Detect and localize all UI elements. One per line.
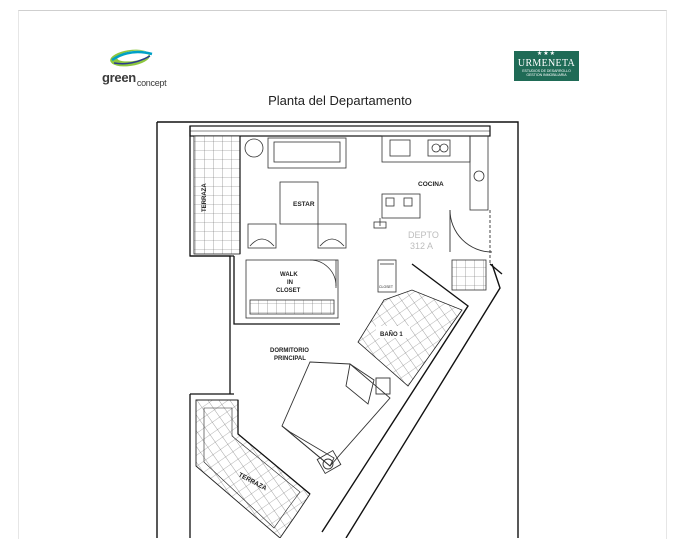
terraza-bottom-label: TERRAZA: [237, 471, 268, 493]
urmeneta-logo: [514, 51, 579, 81]
closet-small-label: CLOSET: [379, 285, 394, 289]
cocina-label: COCINA: [418, 181, 444, 188]
walk-in-label-2: IN: [287, 280, 293, 286]
bedroom-bed: [282, 362, 390, 473]
estar-label: ESTAR: [293, 201, 315, 208]
urmeneta-subtitle-1: ESTUDIOS DE DESARROLLO: [522, 69, 571, 73]
bano-label: BAÑO 1: [380, 332, 403, 338]
terrace-top: [194, 136, 240, 254]
terraza-top-label: TERRAZA: [202, 183, 208, 212]
urmeneta-subtitle-2: GESTION INMOBILIARIA: [526, 73, 567, 77]
dormitorio-label-1: DORMITORIO: [270, 348, 309, 354]
urmeneta-name: URMENETA: [517, 58, 576, 69]
unit-label-line1: DEPTO: [408, 230, 439, 240]
living-room: [245, 138, 346, 248]
unit-label-line2: 312 A: [410, 241, 434, 251]
dormitorio-label-2: PRINCIPAL: [274, 356, 306, 362]
walk-in-label-3: CLOSET: [276, 288, 301, 294]
stars-icon: ★★★: [536, 51, 557, 57]
green-concept-logo: [100, 46, 172, 90]
page-title: Planta del Departamento: [268, 93, 412, 108]
kitchen-tiles: [452, 260, 486, 290]
green-concept-wordmark: green$_{concept}$: [102, 70, 167, 88]
top-wall: [190, 126, 490, 136]
entry-door: [450, 210, 492, 264]
bathroom: [358, 290, 462, 386]
walk-in-label-1: WALK: [280, 272, 298, 278]
floor-plan: [150, 114, 530, 538]
